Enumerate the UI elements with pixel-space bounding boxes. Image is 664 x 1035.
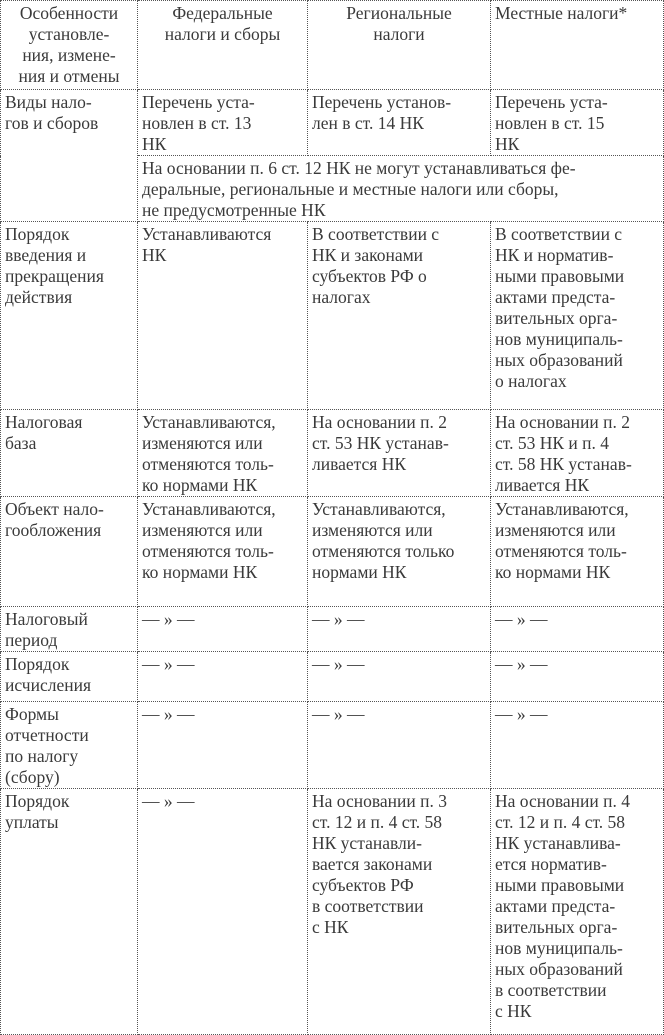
federal-cell: — » — <box>138 607 308 652</box>
table-row <box>1 789 664 1035</box>
regional-cell: Устанавливаются, изменяются или отменяются только нормами НК <box>308 497 491 607</box>
local-cell: — » — <box>491 702 664 789</box>
table-row <box>1 497 664 607</box>
header-local: Местные налоги* <box>491 1 664 90</box>
header-features: Особенности установле- ния, измене- ния и отмены <box>1 1 138 90</box>
federal-cell: Устанавливаются, изменяются или отменяются толь- ко нормами НК <box>138 410 308 497</box>
row-label: Виды нало- гов и сборов <box>1 90 138 222</box>
regional-cell: Перечень установ- лен в ст. 14 НК <box>308 90 491 156</box>
table-row <box>1 90 664 156</box>
table-row <box>1 222 664 410</box>
regional-cell: На основании п. 3 ст. 12 и п. 4 ст. 58 НК устанавли- вается законами субъектов РФ в соответствии с НК <box>308 789 491 1035</box>
row-label: Формы отчетности по налогу (сбору) <box>1 702 138 789</box>
federal-cell: — » — <box>138 652 308 702</box>
regional-cell: На основании п. 2 ст. 53 НК устанав- ливается НК <box>308 410 491 497</box>
federal-cell: Устанавливаются, изменяются или отменяются толь- ко нормами НК <box>138 497 308 607</box>
row-label: Порядок исчисления <box>1 652 138 702</box>
table-row <box>1 702 664 789</box>
row-label: Налоговая база <box>1 410 138 497</box>
regional-cell: В соответствии с НК и законами субъектов РФ о налогах <box>308 222 491 410</box>
row-label: Налоговый период <box>1 607 138 652</box>
federal-cell: — » — <box>138 789 308 1035</box>
regional-cell: — » — <box>308 607 491 652</box>
row-label: Порядок введения и прекращения действия <box>1 222 138 410</box>
local-cell: Устанавливаются, изменяются или отменяются толь- ко нормами НК <box>491 497 664 607</box>
federal-cell: Устанавливаются НК <box>138 222 308 410</box>
regional-cell: — » — <box>308 652 491 702</box>
local-cell: Перечень уста- новлен в ст. 15 НК <box>491 90 664 156</box>
row-label: Объект нало- гообложения <box>1 497 138 607</box>
table-row <box>1 652 664 702</box>
federal-cell: Перечень уста- новлен в ст. 13 НК <box>138 90 308 156</box>
local-cell: — » — <box>491 652 664 702</box>
regional-cell: — » — <box>308 702 491 789</box>
federal-cell: — » — <box>138 702 308 789</box>
table-row <box>1 607 664 652</box>
header-regional: Региональные налоги <box>308 1 491 90</box>
local-cell: На основании п. 2 ст. 53 НК и п. 4 ст. 58 НК устанав- ливается НК <box>491 410 664 497</box>
header-federal: Федеральные налоги и сборы <box>138 1 308 90</box>
table-row <box>1 410 664 497</box>
header-row <box>1 1 664 90</box>
local-cell: В соответствии с НК и норматив- ными правовыми актами предста- вительных орга- нов муниципаль- ных образований о налогах <box>491 222 664 410</box>
local-cell: — » — <box>491 607 664 652</box>
row-label: Порядок уплаты <box>1 789 138 1035</box>
merged-note-cell: На основании п. 6 ст. 12 НК не могут устанавливаться фе- деральные, региональные и местные налоги или сборы, не предусмотренные НК <box>138 156 664 222</box>
local-cell: На основании п. 4 ст. 12 и п. 4 ст. 58 НК устанавлива- ется норматив- ными правовыми актами предста- вительных орга- нов муниципаль- ных образований в соответствии с НК <box>491 789 664 1035</box>
